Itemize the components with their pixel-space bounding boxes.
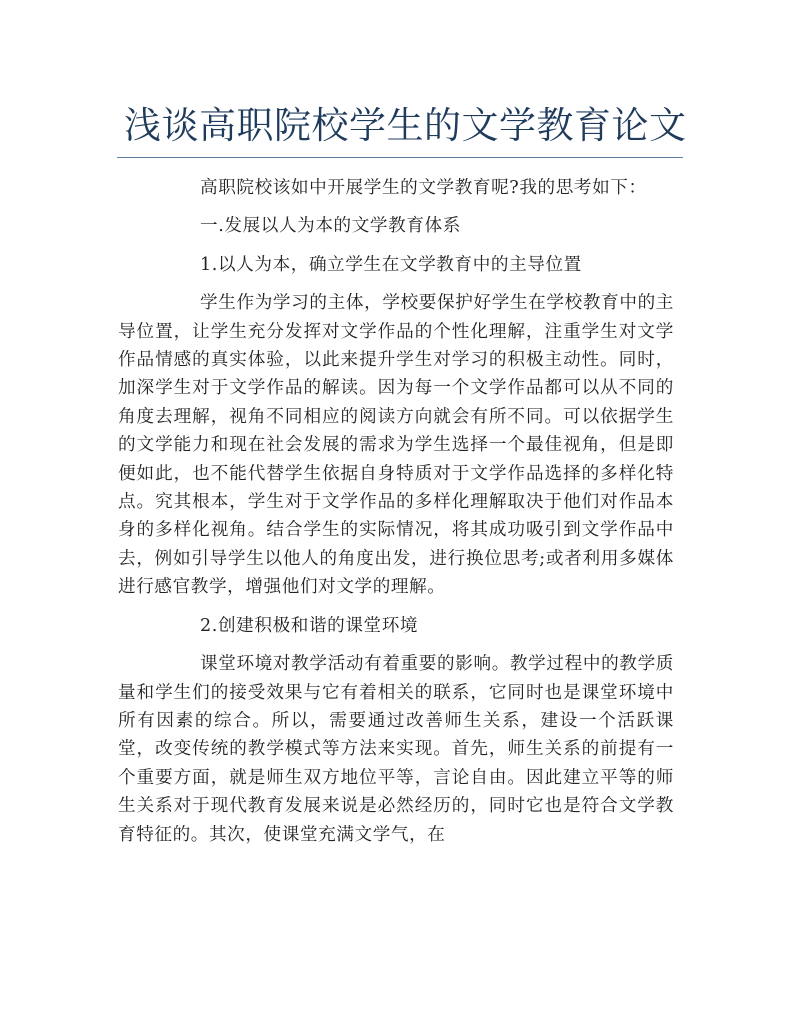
subsection-heading: 1.以人为本，确立学生在文学教育中的主导位置 <box>200 254 582 275</box>
document-body <box>118 174 674 859</box>
body-paragraph: 课堂环境对教学活动有着重要的影响。教学过程中的教学质量和学生们的接受效果与它有着相关的联系，它同时也是课堂环境中所有因素的综合。所以，需要通过改善师生关系，建设一个活跃课堂，改变传统的教学模式等方法来实现。首先，师生关系的前提有一个重要方面，就是师生双方地位平等，言论自由。因此建立平等的师生关系对于现代教育发展来说是必然经历的，同时它也是符合文学教育特征的。其次，使课堂充满文学气，在 <box>118 654 674 845</box>
subsection-heading: 2.创建积极和谐的课堂环境 <box>200 615 419 636</box>
body-paragraph: 学生作为学习的主体，学校要保护好学生在学校教育中的主导位置，让学生充分发挥对文学作品的个性化理解，注重学生对文学作品情感的真实体验，以此来提升学生对学习的积极主动性。同时，加深学生对于文学作品的解读。因为每一个文学作品都可以从不同的角度去理解，视角不同相应的阅读方向就会有所不同。可以依据学生的文学能力和现在社会发展的需求为学生选择一个最佳视角，但是即便如此，也不能代替学生依据自身特质对于文学作品选择的多样化特点。究其根本，学生对于文学作品的多样化理解取决于他们对作品本身的多样化视角。结合学生的实际情况，将其成功吸引到文学作品中去，例如引导学生以他人的角度出发，进行换位思考;或者利用多媒体进行感官教学，增强他们对文学的理解。 <box>118 293 674 598</box>
document-title: 浅谈高职院校学生的文学教育论文 <box>124 104 687 147</box>
title-divider <box>117 157 683 158</box>
intro-paragraph: 高职院校该如中开展学生的文学教育呢?我的思考如下： <box>200 178 647 198</box>
section-heading: 一.发展以人为本的文学教育体系 <box>200 216 461 237</box>
